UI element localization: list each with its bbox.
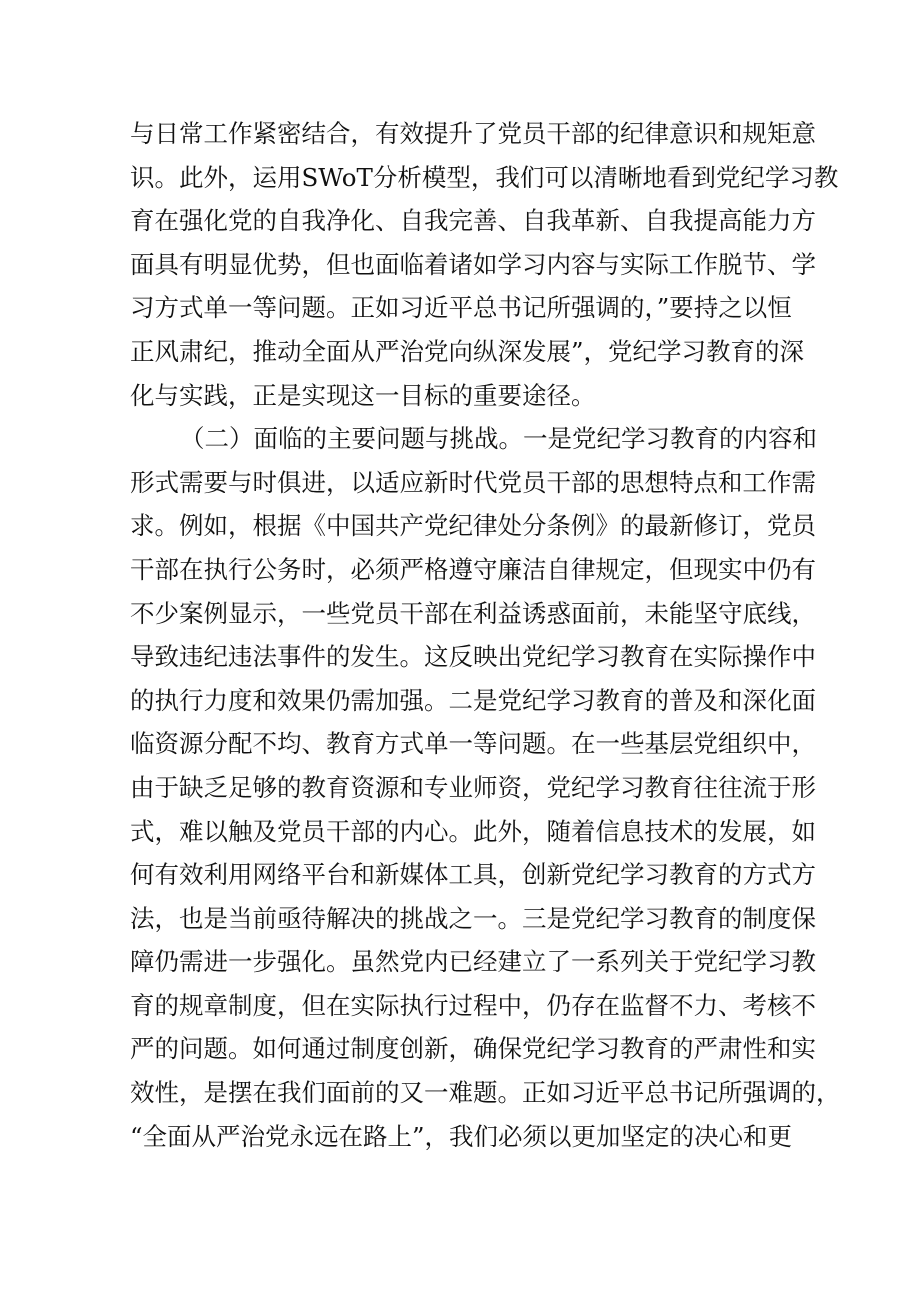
text-line: 法，也是当前亟待解决的挑战之一。三是党纪学习教育的制度保	[130, 903, 816, 933]
text-line: 的执行力度和效果仍需加强。二是党纪学习教育的普及和深化面	[130, 685, 816, 715]
text-line: 面具有明显优势，但也面临着诸如学习内容与实际工作脱节、学	[130, 249, 816, 279]
text-line: 临资源分配不均、教育方式单一等问题。在一些基层党组织中，	[130, 729, 816, 759]
text-line: 障仍需进一步强化。虽然党内已经建立了一系列关于党纪学习教	[130, 947, 816, 977]
text-line: 求。例如，根据《中国共产党纪律处分条例》的最新修订，党员	[130, 511, 816, 541]
text-line: 育的规章制度，但在实际执行过程中，仍存在监督不力、考核不	[130, 990, 816, 1020]
text-line: 习方式单一等问题。正如习近平总书记所强调的，”要持之以恒	[130, 293, 792, 323]
text-line: 正风肃纪，推动全面从严治党向纵深发展”，党纪学习教育的深	[130, 336, 805, 366]
text-line: 导致违纪违法事件的发生。这反映出党纪学习教育在实际操作中	[130, 642, 816, 672]
text-line: 式，难以触及党员干部的内心。此外，随着信息技术的发展，如	[130, 816, 816, 846]
text-line: 化与实践，正是实现这一目标的重要途径。	[130, 380, 596, 410]
text-line: 严的问题。如何通过制度创新，确保党纪学习教育的严肃性和实	[130, 1034, 816, 1064]
text-line: 何有效利用网络平台和新媒体工具，创新党纪学习教育的方式方	[130, 860, 816, 890]
paragraph-2	[130, 417, 841, 1158]
text-line: 由于缺乏足够的教育资源和专业师资，党纪学习教育往往流于形	[130, 772, 816, 802]
text-line: 效性，是摆在我们面前的又一难题。正如习近平总书记所强调的，	[130, 1078, 841, 1108]
section-heading-line: （二）面临的主要问题与挑战。一是党纪学习教育的内容和	[180, 424, 817, 454]
text-line: 形式需要与时俱进，以适应新时代党员干部的思想特点和工作需	[130, 467, 816, 497]
text-line: 与日常工作紧密结合，有效提升了党员干部的纪律意识和规矩意	[130, 119, 816, 148]
text-line: “全面从严治党永远在路上”，我们必须以更加坚定的决心和更	[130, 1121, 793, 1151]
text-line: 不少案例显示，一些党员干部在利益诱惑面前，未能坚守底线，	[130, 598, 816, 628]
text-line: 育在强化党的自我净化、自我完善、自我革新、自我提高能力方	[130, 206, 816, 236]
text-line: 干部在执行公务时，必须严格遵守廉洁自律规定，但现实中仍有	[130, 554, 816, 584]
text-line: 识。此外，运用SWoT分析模型，我们可以清晰地看到党纪学习教	[130, 162, 839, 192]
document-body	[130, 112, 841, 1158]
paragraph-1	[130, 112, 839, 417]
